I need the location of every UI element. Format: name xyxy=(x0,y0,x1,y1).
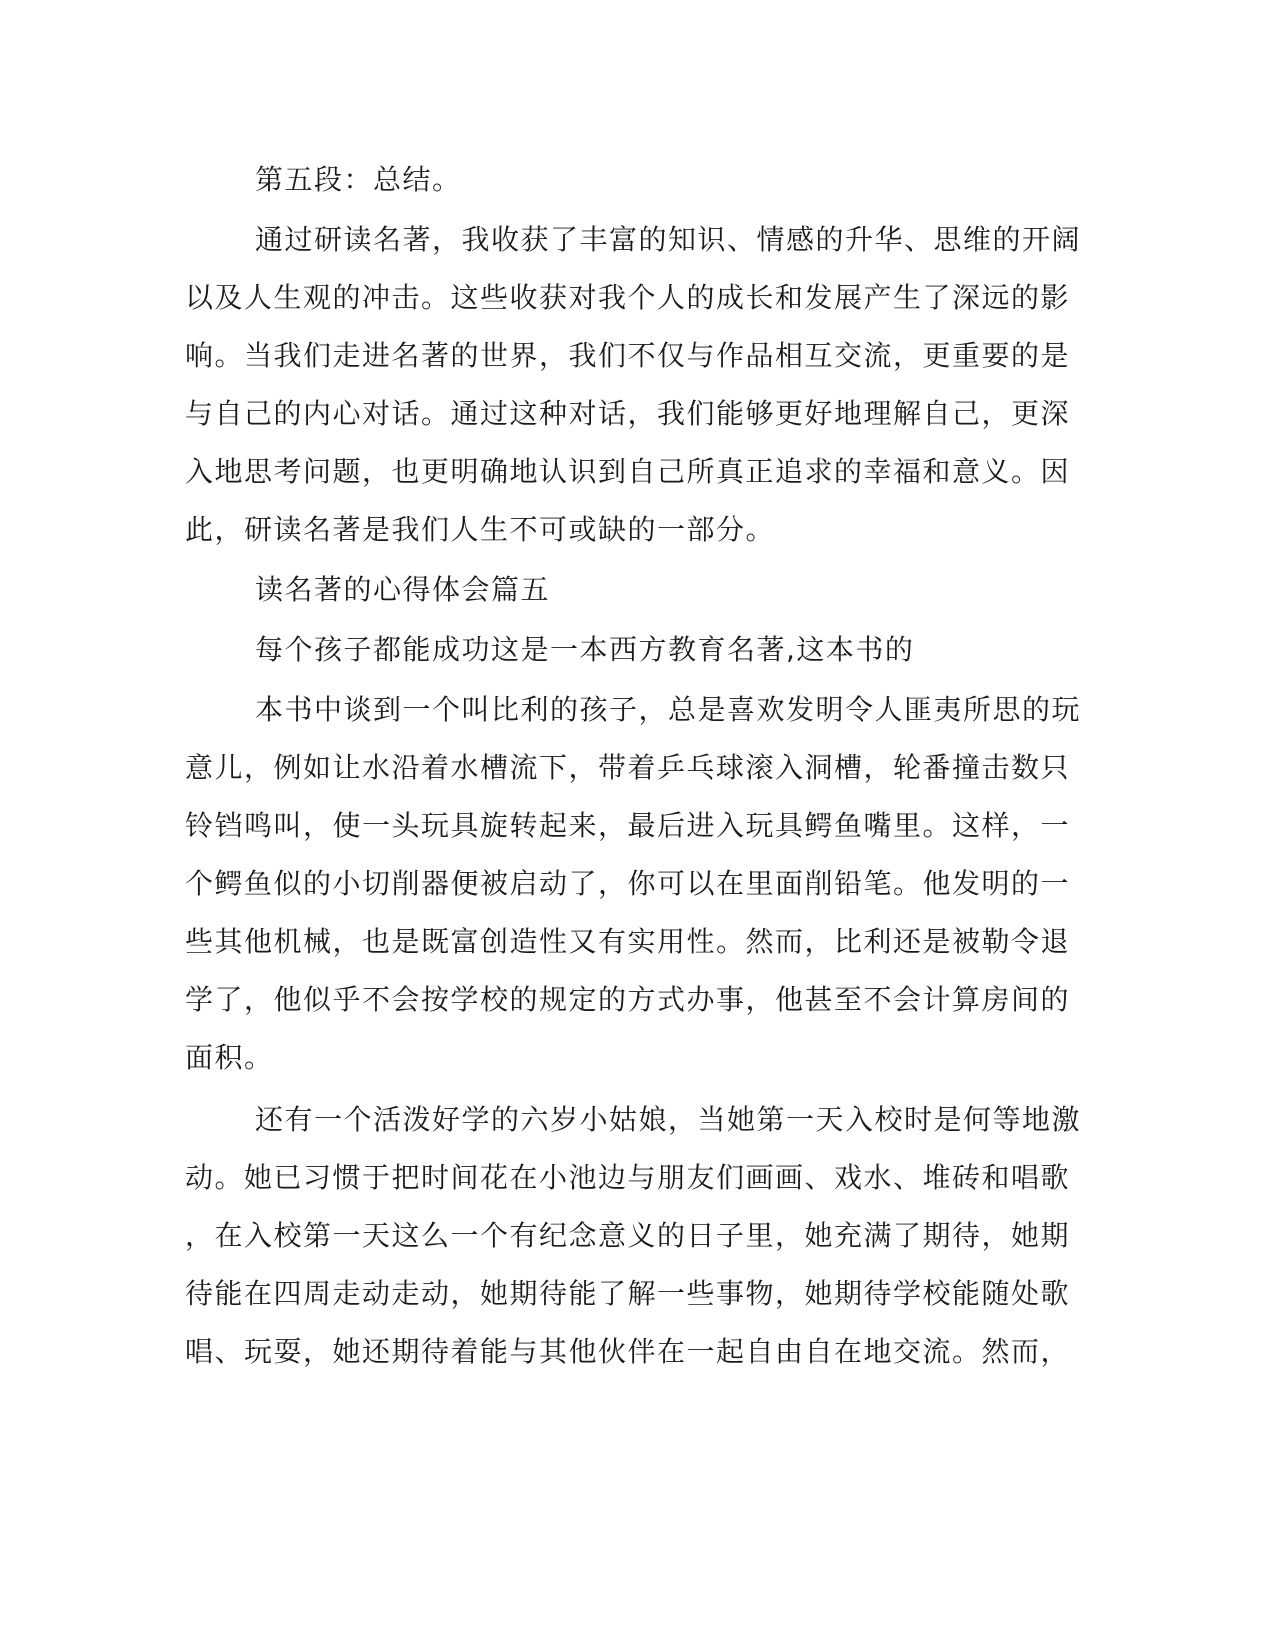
paragraph-line: 学了，他似乎不会按学校的规定的方式办事，他甚至不会计算房间的 xyxy=(185,983,1071,1016)
paragraph-line: 此，研读名著是我们人生不可或缺的一部分。 xyxy=(185,513,776,546)
paragraph-line: 响。当我们走进名著的世界，我们不仅与作品相互交流，更重要的是 xyxy=(185,339,1071,372)
paragraph-line: 还有一个活泼好学的六岁小姑娘，当她第一天入校时是何等地激 xyxy=(255,1103,1082,1136)
paragraph-line: 个鳄鱼似的小切削器便被启动了，你可以在里面削铅笔。他发明的一 xyxy=(185,867,1071,900)
section-heading: 第五段：总结。 xyxy=(255,163,462,196)
paragraph-line: 每个孩子都能成功这是一本西方教育名著,这本书的 xyxy=(255,633,915,666)
paragraph-line: 与自己的内心对话。通过这种对话，我们能够更好地理解自己，更深 xyxy=(185,397,1071,430)
paragraph-line: 动。她已习惯于把时间花在小池边与朋友们画画、戏水、堆砖和唱歌 xyxy=(185,1161,1071,1194)
article-title: 读名著的心得体会篇五 xyxy=(255,573,551,606)
paragraph-line: 意儿，例如让水沿着水槽流下，带着乒乓球滚入洞槽，轮番撞击数只 xyxy=(185,751,1071,784)
paragraph-line: ，在入校第一天这么一个有纪念意义的日子里，她充满了期待，她期 xyxy=(185,1219,1071,1252)
paragraph-line: 些其他机械，也是既富创造性又有实用性。然而，比利还是被勒令退 xyxy=(185,925,1071,958)
paragraph-line: 本书中谈到一个叫比利的孩子，总是喜欢发明令人匪夷所思的玩 xyxy=(255,693,1082,726)
paragraph-line: 面积。 xyxy=(185,1041,274,1074)
paragraph-line: 待能在四周走动走动，她期待能了解一些事物，她期待学校能随处歌 xyxy=(185,1277,1071,1310)
paragraph-line: 通过研读名著，我收获了丰富的知识、情感的升华、思维的开阔 xyxy=(255,223,1082,256)
paragraph-line: 以及人生观的冲击。这些收获对我个人的成长和发展产生了深远的影 xyxy=(185,281,1071,314)
paragraph-line: 入地思考问题，也更明确地认识到自己所真正追求的幸福和意义。因 xyxy=(185,455,1071,488)
paragraph-line: 唱、玩耍，她还期待着能与其他伙伴在一起自由自在地交流。然而， xyxy=(185,1335,1071,1368)
paragraph-line: 铃铛鸣叫，使一头玩具旋转起来，最后进入玩具鳄鱼嘴里。这样，一 xyxy=(185,809,1071,842)
